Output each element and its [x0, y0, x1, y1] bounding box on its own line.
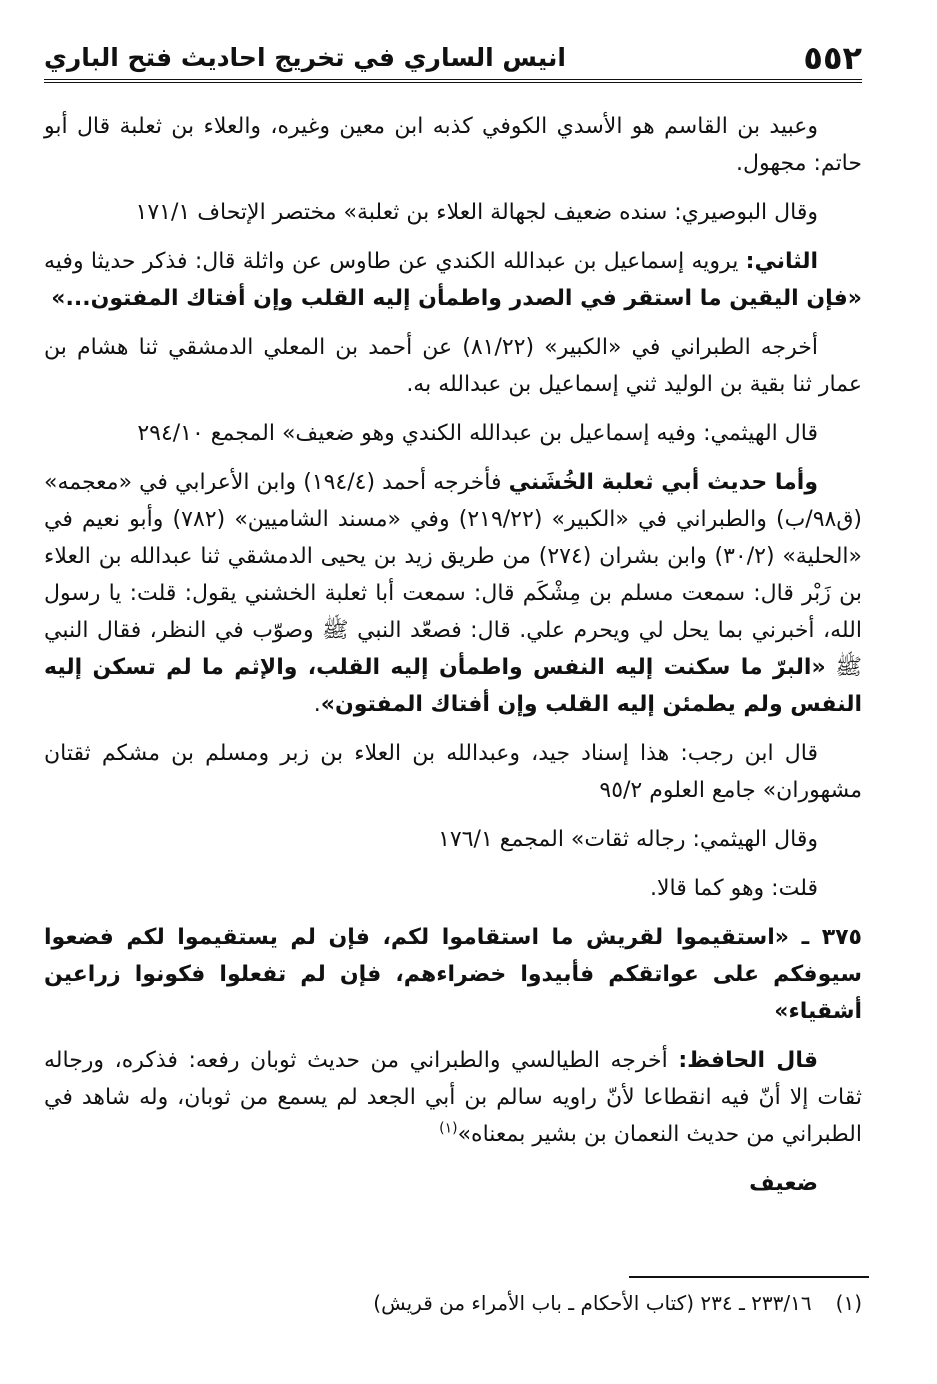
paragraph-7: قال ابن رجب: هذا إسناد جيد، وعبدالله بن العلاء بن زبر ومسلم بن مشكم ثقتان مشهوران» جامع العلوم ٩٥/٢: [44, 741, 862, 803]
footnote-text: ٢٣٣/١٦ ـ ٢٣٤ (كتاب الأحكام ـ باب الأمراء من قريش): [373, 1291, 812, 1315]
page-body: [44, 108, 862, 1214]
footnote: [44, 1288, 862, 1318]
paragraph-8: وقال الهيثمي: رجاله ثقات» المجمع ١٧٦/١: [438, 827, 818, 852]
page-header: [44, 34, 862, 78]
paragraph-3: [44, 243, 862, 317]
footnote-number: (١): [835, 1291, 862, 1315]
paragraph-9: قلت: وهو كما قالا.: [649, 876, 818, 901]
paragraph-2: وقال البوصيري: سنده ضعيف لجهالة العلاء بن ثعلبة» مختصر الإتحاف ١٧١/١: [135, 200, 818, 225]
page-number: ٥٥٢: [803, 39, 862, 77]
paragraph-6-lead: وأما حديث أبي ثعلبة الخُشَني: [508, 470, 818, 495]
grading-label: ضعيف: [749, 1171, 818, 1196]
footnote-divider: [629, 1276, 869, 1278]
paragraph-11-lead: قال الحافظ:: [678, 1048, 819, 1073]
paragraph-11: [44, 1042, 862, 1153]
paragraph-6-end: .: [313, 692, 321, 717]
paragraph-6-quote: «البرّ ما سكنت إليه النفس واطمأن إليه القلب، والإثم ما لم تسكن إليه النفس ولم يطمئن إليه القلب وإن أفتاك المفتون»: [44, 655, 862, 717]
paragraph-3-text: يرويه إسماعيل بن عبدالله الكندي عن طاوس عن واثلة قال: فذكر حديثا وفيه: [44, 249, 746, 274]
paragraph-4: أخرجه الطبراني في «الكبير» (٨١/٢٢) عن أحمد بن المعلي الدمشقي ثنا هشام بن عمار ثنا بقية بن الوليد ثني إسماعيل بن عبدالله به.: [44, 335, 862, 397]
hadith-375: ٣٧٥ ـ «استقيموا لقريش ما استقاموا لكم، فإن لم يستقيموا لكم فضعوا سيوفكم على عواتقكم فأبيدوا خضراءهم، فإن لم تفعلوا فكونوا زراعين أشقياء»: [44, 925, 862, 1024]
paragraph-11-text: أخرجه الطيالسي والطبراني من حديث ثوبان رفعه: فذكره، ورجاله ثقات إلا أنّ فيه انقطاعا لأنّ راويه سالم بن أبي الجعد لم يسمع من ثوبان، وله شاهد في الطبراني من حديث النعمان بن بشير بمعناه»: [44, 1048, 862, 1147]
paragraph-3-lead: الثاني:: [745, 249, 818, 274]
paragraph-3-quote: «فإن اليقين ما استقر في الصدر واطمأن إليه القلب وإن أفتاك المفتون...»: [51, 286, 862, 311]
paragraph-6-text: فأخرجه أحمد (١٩٤/٤) وابن الأعرابي في «معجمه» (ق٩٨/ب) والطبراني في «الكبير» (٢١٩/٢٢) وفي «مسند الشاميين» (٧٨٢) وأبو نعيم في «الحلية» (٣٠/٢) وابن بشران (٢٧٤) من طريق زيد بن يحيى الدمشقي ثنا عبدالله بن العلاء بن زَبْر قال: سمعت مسلم بن مِشْكَم قال: سمعت أبا ثعلبة الخشني يقول: قلت: يا رسول الله، أخبرني بما يحل لي ويحرم علي. قال: فصعّد النبي ﷺ وصوّب في النظر، فقال النبي ﷺ: [44, 470, 862, 680]
paragraph-5: قال الهيثمي: وفيه إسماعيل بن عبدالله الكندي وهو ضعيف» المجمع ٢٩٤/١٠: [137, 421, 818, 446]
paragraph-1: وعبيد بن القاسم هو الأسدي الكوفي كذبه ابن معين وغيره، والعلاء بن ثعلبة قال أبو حاتم: مجهول.: [44, 114, 862, 176]
book-title: انيس الساري في تخريج احاديث فتح الباري: [44, 43, 566, 72]
footnote-reference: (١): [439, 1120, 458, 1137]
header-divider: [44, 79, 862, 83]
paragraph-6: [44, 464, 862, 723]
